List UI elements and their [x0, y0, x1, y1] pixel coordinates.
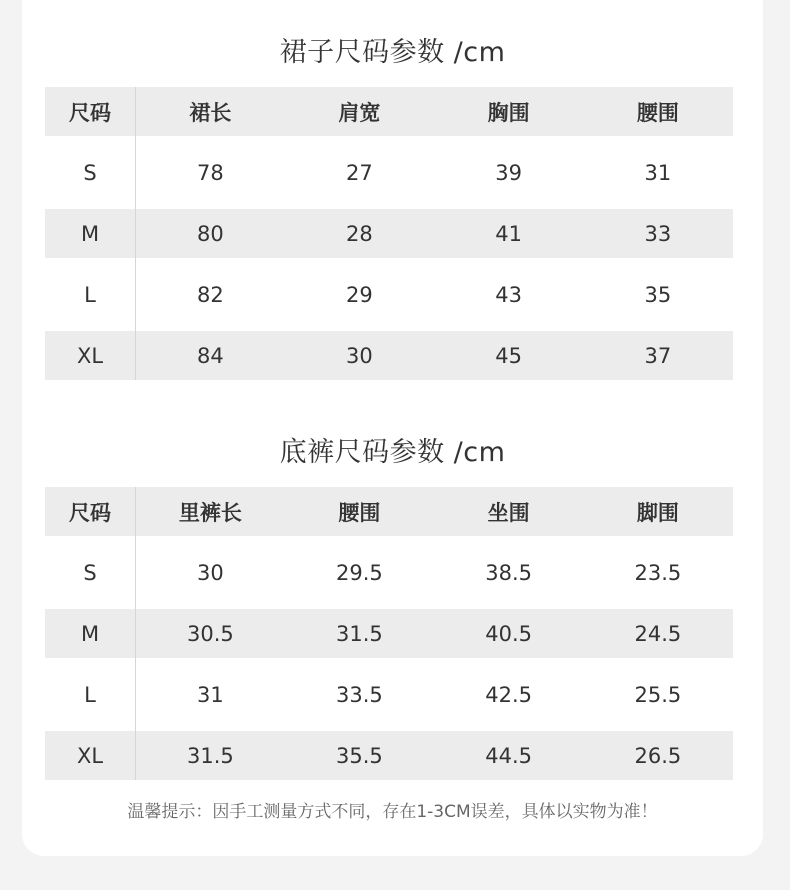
table-cell: 30: [285, 331, 434, 380]
table-cell: 30.5: [136, 609, 285, 658]
table-cell: 33: [583, 209, 732, 258]
table-cell: 80: [136, 209, 285, 258]
measurement-note: 温馨提示：因手工测量方式不同，存在1-3CM误差，具体以实物为准！: [127, 802, 658, 822]
table-cell: 44.5: [434, 731, 583, 780]
header-skirt-length: 裙长: [136, 87, 285, 136]
header-inner-length: 里裤长: [136, 487, 285, 536]
table-cell: 82: [197, 282, 224, 307]
table-cell: 45: [434, 331, 583, 380]
size-cell: L: [45, 658, 136, 731]
header-hip: 坐围: [434, 487, 583, 536]
skirt-size-table: [45, 87, 733, 380]
table-cell: 31.5: [285, 609, 434, 658]
table-cell: 23.5: [634, 560, 682, 585]
table-cell: 39: [495, 160, 522, 185]
table-row: [45, 609, 733, 658]
table-cell: 29.5: [335, 560, 383, 585]
shorts-section-title: 底裤尺码参数 /cm: [279, 437, 506, 468]
table-cell: 31: [644, 160, 672, 185]
table-cell: 35: [644, 282, 672, 307]
shorts-size-table: [45, 487, 733, 780]
size-cell: XL: [45, 331, 136, 380]
table-cell: 33.5: [335, 682, 383, 707]
table-header-row: [45, 87, 733, 136]
table-row: [45, 258, 733, 331]
table-cell: 35.5: [285, 731, 434, 780]
table-cell: 84: [136, 331, 285, 380]
size-cell: XL: [45, 731, 136, 780]
size-cell: M: [45, 609, 136, 658]
table-cell: 78: [197, 160, 224, 185]
header-bust: 胸围: [434, 87, 583, 136]
table-cell: 42.5: [485, 682, 532, 707]
header-size: 尺码: [45, 487, 136, 536]
table-cell: 27: [346, 160, 373, 185]
size-cell: S: [45, 536, 136, 609]
table-cell: 31.5: [136, 731, 285, 780]
header-shoulder: 肩宽: [285, 87, 434, 136]
table-cell: 38.5: [485, 560, 532, 585]
table-cell: 40.5: [434, 609, 583, 658]
table-row: [45, 331, 733, 380]
table-cell: 28: [285, 209, 434, 258]
table-cell: 24.5: [583, 609, 732, 658]
table-row: [45, 536, 733, 609]
size-cell: M: [45, 209, 136, 258]
table-header-row: [45, 487, 733, 536]
table-row: [45, 136, 733, 209]
header-waist: 腰围: [285, 487, 434, 536]
table-cell: 26.5: [583, 731, 732, 780]
size-chart-card: [22, 0, 763, 856]
table-cell: 25.5: [634, 682, 682, 707]
skirt-section-title: 裙子尺码参数 /cm: [279, 37, 506, 68]
table-row: [45, 658, 733, 731]
header-leg-opening: 脚围: [583, 487, 732, 536]
table-cell: 29: [346, 282, 373, 307]
table-cell: 31: [197, 682, 224, 707]
header-waist: 腰围: [583, 87, 732, 136]
table-row: [45, 209, 733, 258]
size-cell: S: [45, 136, 136, 209]
header-size: 尺码: [45, 87, 136, 136]
table-cell: 30: [197, 560, 224, 585]
table-row: [45, 731, 733, 780]
table-cell: 37: [583, 331, 732, 380]
size-cell: L: [45, 258, 136, 331]
table-cell: 43: [495, 282, 522, 307]
table-cell: 41: [434, 209, 583, 258]
